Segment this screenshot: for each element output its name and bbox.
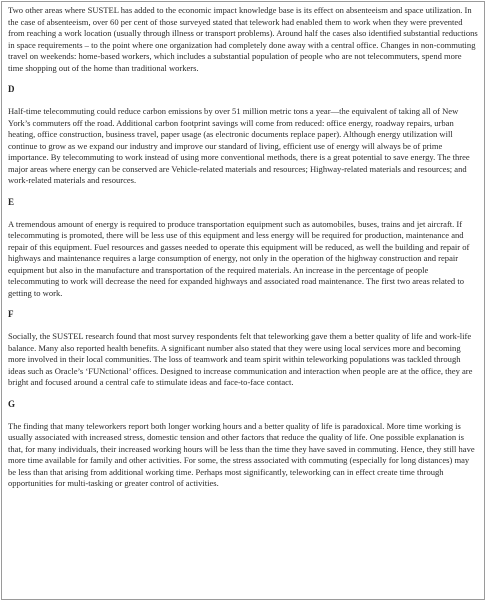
- paragraph-g: The finding that many teleworkers report both longer working hours and a better quality of life is paradoxical. More time working is usually associated with increased stress, domestic tension and other factors that reduce the quality of life. One possible explanation is that, for many individuals, their increased working hours will be less than the time they have saved in commuting. Hence, they still have more time available for family and other activities. For some, the stress associated with commuting (especially for long distances) may be less than that arising from additional working time. Perhaps most significantly, teleworking can in effect create time through opportunities for multi-tasking or greater control of activities.: [8, 420, 475, 488]
- section-heading-e: E: [8, 196, 15, 207]
- document-page: [1, 1, 485, 600]
- section-heading-d: D: [8, 84, 15, 94]
- section-heading-f: F: [8, 309, 14, 319]
- paragraph-f: Socially, the SUSTEL research found that most survey respondents felt that teleworking gave them a better quality of life and work-life balance. Many also reported health benefits. A significant number also stated that they were using local services more and becoming more involved in their local communities. The loss of teamwork and team spirit within teleworking populations was tackled through ideas such as Oracle’s ‘FUNctional’ offices. Designed to increase communication and interaction when people are at the office, they are bright and focused around a central cafe to stimulate ideas and face-to-face contact.: [8, 331, 473, 387]
- paragraph-d: Half-time telecommuting could reduce carbon emissions by over 51 million metric tons a year—the equivalent of taking all of New York’s commuters off the road. Additional carbon footprint savings will come from reduced: office energy, roadway repairs, urban heating, office construction, business travel, paper usage (as electronic documents replace paper). Although energy utilization will continue to grow as we expand our industry and improve our standard of living, efficient use of energy will always be of prime importance. By telecommuting to work instead of using more conventional methods, there is a great potential to save energy. The three major areas where energy can be conserved are Vehicle-related materials and resources; Highway-related materials and resources; and work-related materials and resources.: [8, 106, 470, 185]
- paragraph-e: A tremendous amount of energy is required to produce transportation equipment such as automobiles, buses, trains and jet aircraft. If telecommuting is promoted, there will be less use of this equipment and less energy will be required for production, maintenance and repair of this equipment. Fuel resources and gasses needed to operate this equipment will be reduced, as well the building and repair of highways and maintenance requires a large consumption of energy, not only in the operation of the highway construction and repair equipment but also in the manufacture and transportation of the required materials. An increase in the percentage of people telecommuting to work will decrease the need for expanded highways and associated road maintenance. The first two areas related to getting to work.: [8, 218, 470, 298]
- paragraph-intro: Two other areas where SUSTEL has added to the economic impact knowledge base is its effect on absenteeism and space utilization. In the case of absenteeism, over 60 per cent of those surveyed stated that telework had enabled them to work when they were prevented from reaching a work location (usually through illness or transport problems). Around half the cases also identified substantial reductions in space requirements – to the point where one organization had completely done away with a central office. Changes in non-commuting travel on weekends: home-based workers, which includes a substantial population of people who are not telecommuters, spend more time shopping out of the home than traditional workers.: [8, 5, 478, 73]
- section-heading-g: G: [8, 398, 16, 409]
